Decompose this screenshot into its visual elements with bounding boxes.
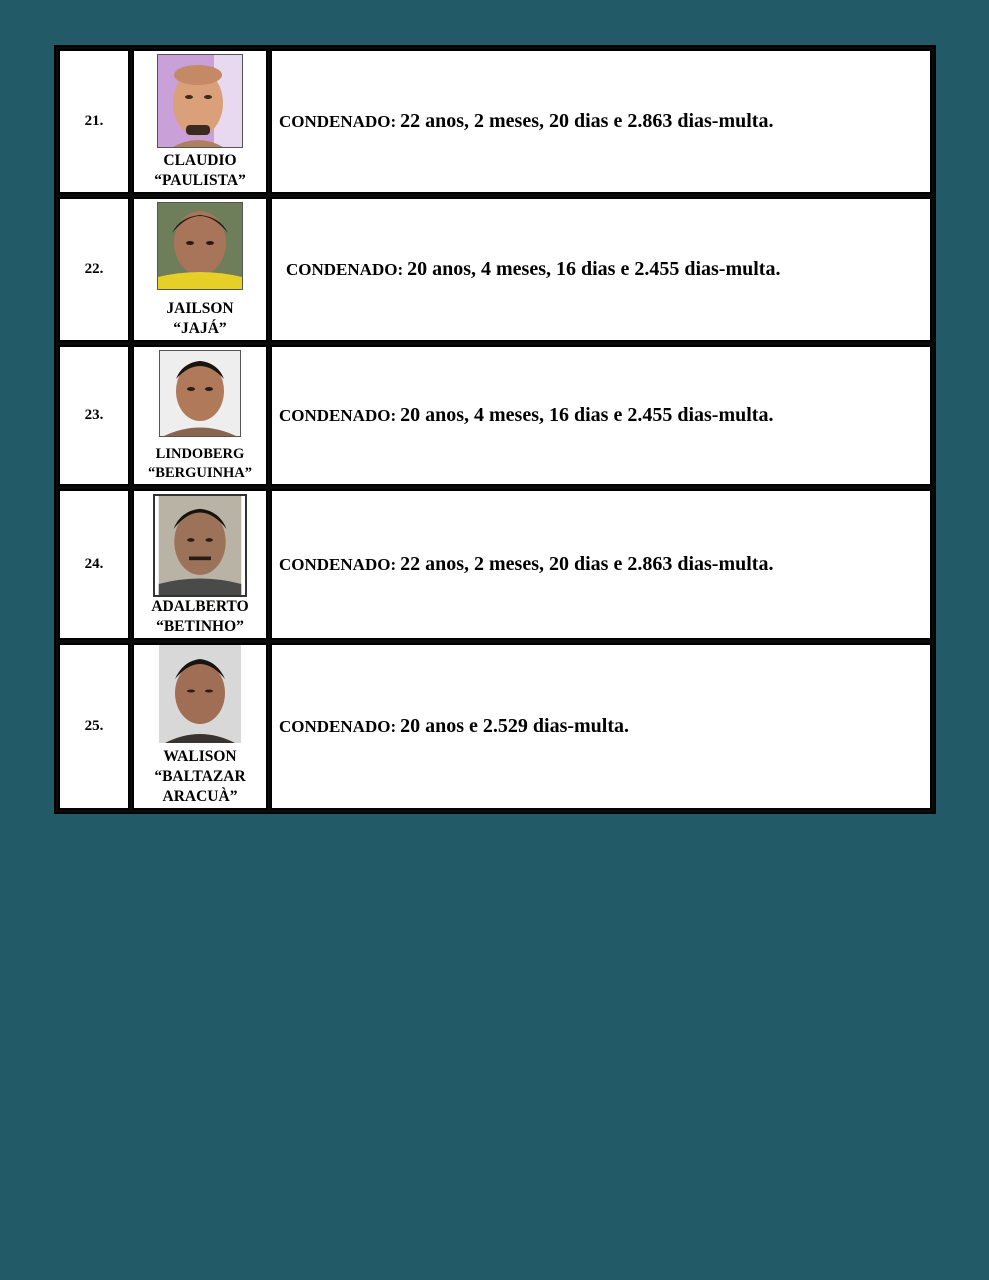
row-number: 22. bbox=[58, 197, 130, 342]
table-row bbox=[58, 49, 932, 194]
sentence-text: 22 anos, 2 meses, 20 dias e 2.863 dias-multa. bbox=[400, 110, 774, 132]
sentence-label: CONDENADO: bbox=[279, 716, 397, 736]
convict-name bbox=[151, 597, 248, 638]
table-row bbox=[58, 489, 932, 640]
nickname-line: “BETINHO” bbox=[156, 618, 244, 635]
nickname-line: “PAULISTA” bbox=[154, 172, 246, 189]
sentence-cell bbox=[270, 49, 932, 194]
sentence-label: CONDENADO: bbox=[279, 405, 397, 425]
sentence-text: 22 anos, 2 meses, 20 dias e 2.863 dias-multa. bbox=[400, 553, 774, 575]
sentence-text: 20 anos, 4 meses, 16 dias e 2.455 dias-multa. bbox=[400, 404, 774, 426]
photo-cell bbox=[132, 49, 268, 194]
name-line: WALISON bbox=[163, 748, 237, 765]
nickname-line: “BALTAZAR bbox=[154, 768, 246, 785]
row-number: 24. bbox=[58, 489, 130, 640]
mugshot-photo-icon bbox=[157, 202, 243, 290]
sentence-text: 20 anos e 2.529 dias-multa. bbox=[400, 715, 630, 737]
table-row bbox=[58, 643, 932, 810]
name-line: CLAUDIO bbox=[163, 152, 237, 169]
photo-cell bbox=[132, 197, 268, 342]
sentence-cell bbox=[270, 643, 932, 810]
sentence-text: 20 anos, 4 meses, 16 dias e 2.455 dias-multa. bbox=[407, 258, 781, 280]
row-number: 23. bbox=[58, 345, 130, 486]
name-line: JAILSON bbox=[166, 300, 234, 317]
sentence-label: CONDENADO: bbox=[279, 554, 397, 574]
name-line: ADALBERTO bbox=[151, 598, 249, 615]
name-line: LINDOBERG bbox=[155, 446, 245, 462]
sentence-label: CONDENADO: bbox=[279, 111, 397, 131]
mugshot-photo-icon bbox=[159, 350, 241, 437]
photo-cell bbox=[132, 489, 268, 640]
nickname-line: “BERGUINHA” bbox=[148, 465, 252, 481]
table-row bbox=[58, 197, 932, 342]
convict-name bbox=[148, 445, 252, 484]
photo-cell bbox=[132, 643, 268, 810]
sentence-cell bbox=[270, 197, 932, 342]
mugshot-photo-icon bbox=[153, 494, 247, 597]
mugshot-photo-icon bbox=[157, 54, 243, 148]
mugshot-photo-icon bbox=[159, 645, 241, 743]
nickname-line: “JAJÁ” bbox=[173, 320, 227, 337]
table-row bbox=[58, 345, 932, 486]
photo-cell bbox=[132, 345, 268, 486]
sentence-cell bbox=[270, 489, 932, 640]
row-number: 21. bbox=[58, 49, 130, 194]
row-number: 25. bbox=[58, 643, 130, 810]
convict-name bbox=[154, 747, 245, 808]
convicts-table bbox=[54, 45, 936, 814]
sentence-cell bbox=[270, 345, 932, 486]
nickname-line-continued: ARACUÀ” bbox=[162, 788, 238, 805]
convict-name bbox=[166, 299, 233, 340]
convict-name bbox=[154, 151, 246, 192]
sentence-label: CONDENADO: bbox=[286, 259, 404, 279]
